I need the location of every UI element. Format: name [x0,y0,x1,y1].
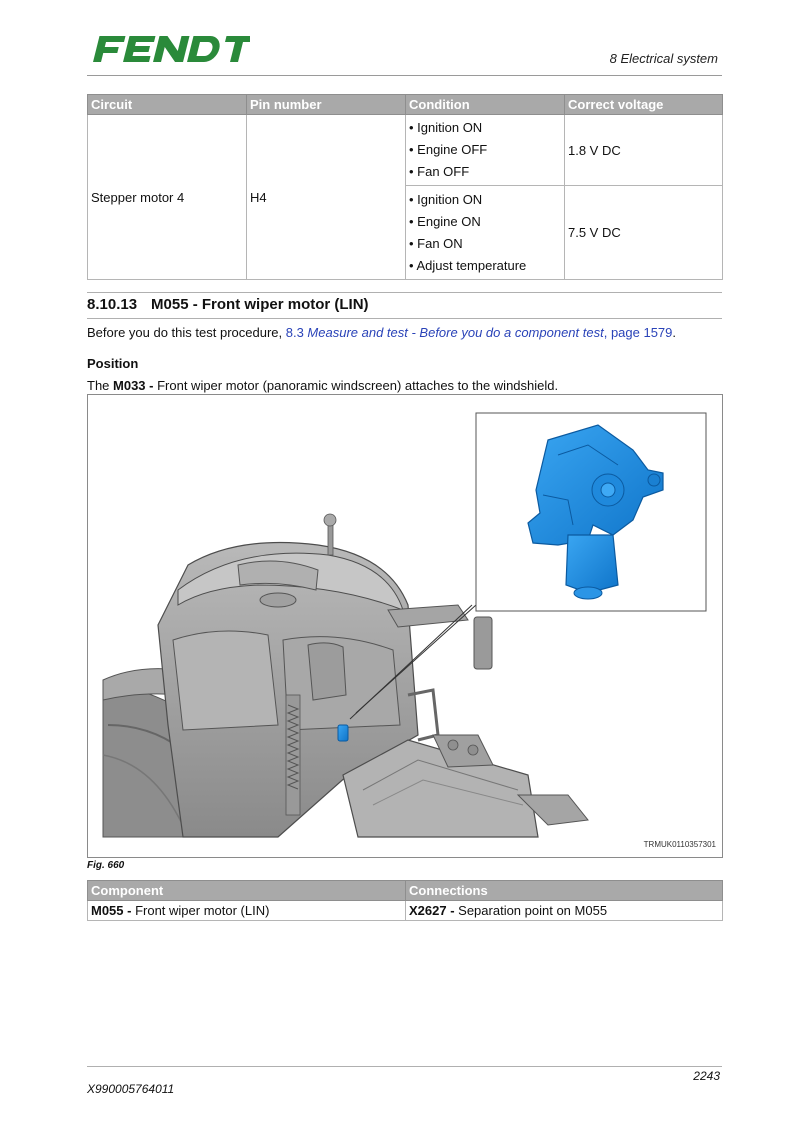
section-name: M055 - Front wiper motor (LIN) [151,296,369,313]
intro-paragraph [87,325,676,340]
tractor-figure [87,394,723,858]
circuit-cell: Stepper motor 4 [88,115,247,280]
condition-item: • Ignition ON [409,120,483,136]
table-header-row [88,95,723,115]
component-name: Front wiper motor (LIN) [131,903,270,918]
column-header: Condition [406,95,565,115]
component-cell [88,901,406,921]
connector-name: Separation point on M055 [454,903,608,918]
document-id: X990005764011 [87,1082,175,1096]
voltage-cell: 7.5 V DC [565,186,723,280]
table-header-row [88,881,723,901]
condition-item: • Fan ON [409,235,463,251]
figure-code: TRMUK0110357301 [643,840,716,849]
voltage-cell: 1.8 V DC [565,115,723,186]
condition-item: • Fan OFF [409,164,470,180]
column-header: Connections [406,881,723,901]
column-header: Correct voltage [565,95,723,115]
table-row [88,115,723,186]
condition-item: • Engine ON [409,213,481,229]
column-header: Pin number [247,95,406,115]
condition-item: • Engine OFF [409,142,488,158]
component-code: M033 - [113,378,154,393]
section-number: 8.10.13 [87,296,138,313]
column-header: Circuit [88,95,247,115]
position-heading: Position [87,356,139,371]
section-title [87,296,369,313]
position-post: Front wiper motor (panoramic windscreen) attaches to the windshield. [153,378,559,393]
table-row [88,901,723,921]
pin-cell: H4 [247,115,406,280]
section-divider [87,292,722,293]
figure-caption: Fig. 660 [87,860,125,871]
connector-code: X2627 - [409,903,455,918]
component-table [87,880,723,921]
cross-reference-link[interactable] [286,325,673,340]
motor-location-marker [338,725,348,741]
component-code: M055 - [91,903,132,918]
link-page: , page 1579 [603,325,673,340]
condition-cell [406,115,565,186]
footer-divider [87,1066,722,1067]
position-text [87,378,558,393]
tractor-illustration [88,395,722,857]
section-divider [87,318,722,319]
chapter-title: 8 Electrical system [609,51,718,66]
page-number: 2243 [693,1069,720,1083]
column-header: Component [88,881,406,901]
link-number: 8.3 [285,325,308,340]
position-pre: The [87,378,114,393]
condition-cell [406,186,565,280]
intro-suffix: . [672,325,677,340]
condition-item: • Adjust temperature [409,257,527,273]
intro-prefix: Before you do this test procedure, [87,325,286,340]
condition-item: • Ignition ON [409,191,483,207]
connection-cell [406,901,723,921]
header-divider [87,75,722,76]
fendt-logo [92,34,250,64]
voltage-table [87,94,723,280]
link-title: Measure and test - Before you do a component test [307,325,604,340]
